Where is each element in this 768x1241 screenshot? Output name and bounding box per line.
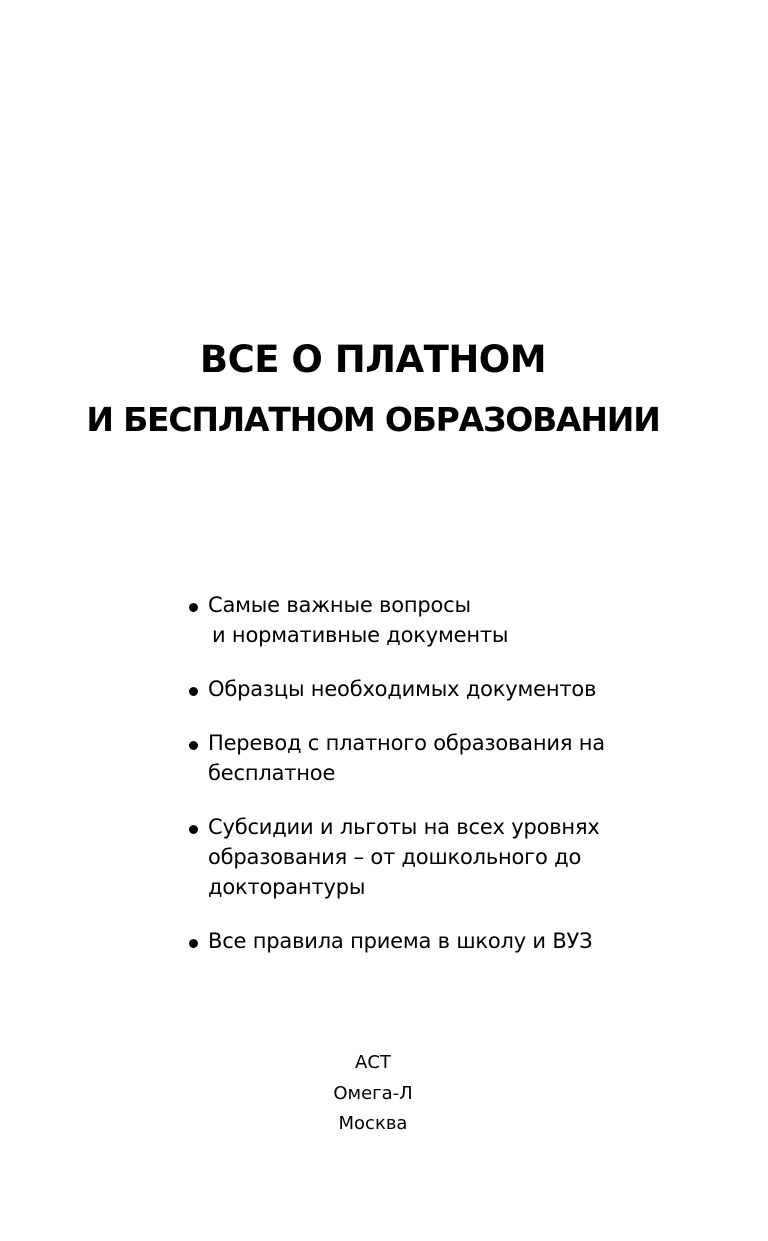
feature-text: докторантуры bbox=[208, 875, 366, 899]
bullet-icon bbox=[189, 939, 198, 948]
feature-text: бесплатное bbox=[208, 761, 336, 785]
feature-text: Образцы необходимых документов bbox=[208, 677, 597, 701]
feature-text: Перевод с платного образования на bbox=[208, 731, 605, 755]
title-line-1: ВСЕ О ПЛАТНОМ bbox=[199, 338, 547, 381]
bullet-icon bbox=[189, 825, 198, 834]
bullet-icon bbox=[189, 603, 198, 612]
feature-text: Субсидии и льготы на всех уровнях bbox=[208, 815, 600, 839]
feature-item bbox=[188, 674, 688, 704]
title-line-2: И БЕСПЛАТНОМ ОБРАЗОВАНИИ bbox=[86, 400, 660, 439]
publisher-block bbox=[0, 1048, 746, 1140]
feature-item bbox=[188, 812, 688, 902]
publisher-city: Москва bbox=[338, 1113, 408, 1134]
feature-item bbox=[188, 728, 688, 788]
feature-item bbox=[188, 926, 688, 956]
bullet-icon bbox=[189, 687, 198, 696]
feature-text: образования – от дошкольного до bbox=[208, 845, 582, 869]
feature-list bbox=[188, 590, 688, 980]
publisher-imprint: Омега-Л bbox=[333, 1082, 413, 1104]
feature-text: и нормативные документы bbox=[212, 623, 509, 647]
feature-text: Все правила приема в школу и ВУЗ bbox=[208, 929, 593, 953]
feature-item bbox=[188, 590, 688, 650]
publisher-name: АСТ bbox=[355, 1052, 391, 1073]
feature-text: Самые важные вопросы bbox=[208, 593, 471, 617]
bullet-icon bbox=[189, 741, 198, 750]
